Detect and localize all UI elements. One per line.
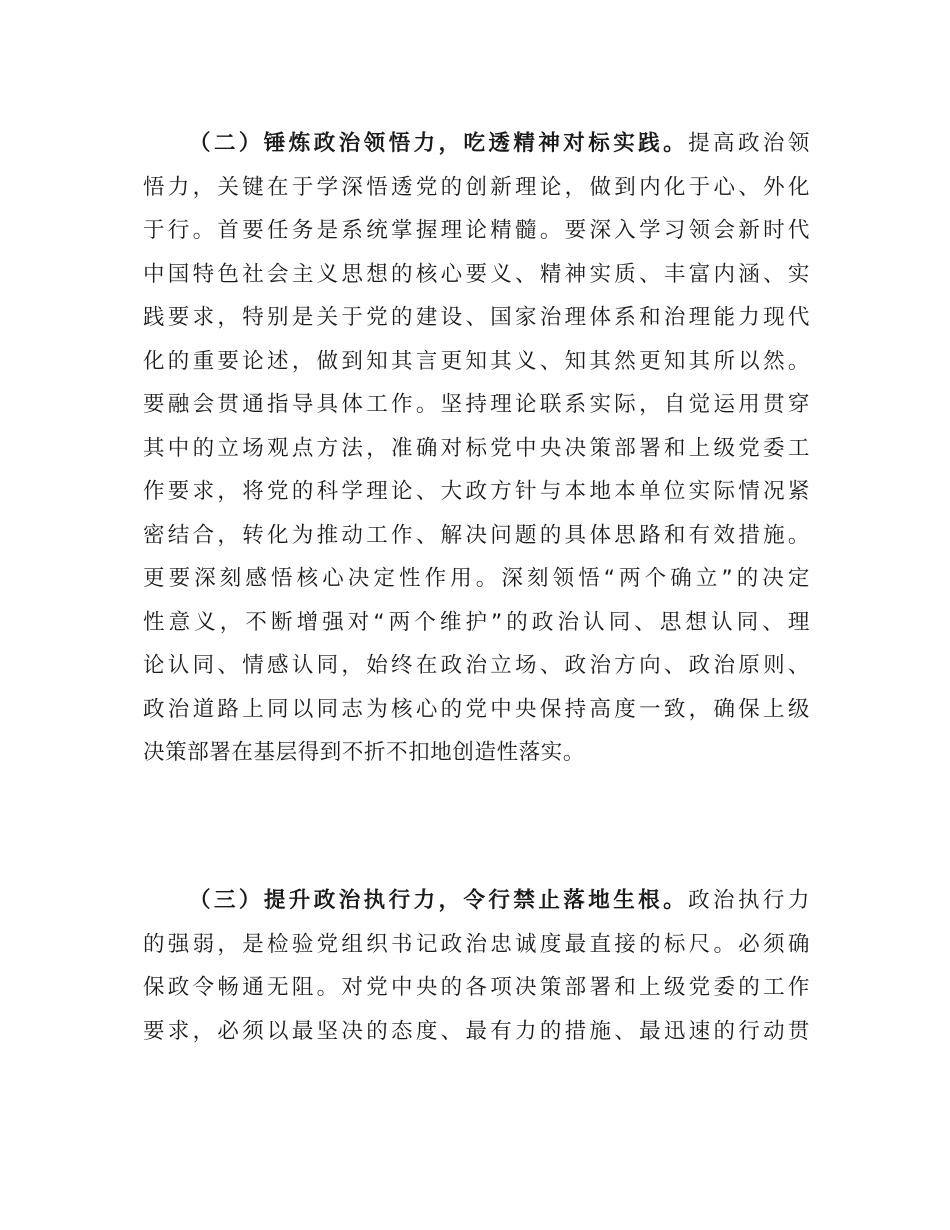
paragraph-line: 的强弱，是检验党组织书记政治忠诚度最直接的标尺。必须确: [143, 931, 810, 957]
paragraph-text: 提高政治领: [688, 131, 810, 156]
paragraph-line: 决策部署在基层得到不折不扣地创造性落实。: [143, 740, 586, 765]
paragraph-line: 要融会贯通指导具体工作。坚持理论联系实际，自觉运用贯穿: [143, 392, 810, 417]
paragraph-section-2: [143, 122, 810, 775]
paragraph-section-3: [143, 879, 810, 1053]
paragraph-line: 密结合，转化为推动工作、解决问题的具体思路和有效措施。: [143, 522, 810, 548]
paragraph-line: 作要求，将党的科学理论、大政方针与本地本单位实际情况紧: [143, 479, 810, 504]
paragraph-text: 政治执行力: [688, 888, 810, 913]
paragraph-first-line: [143, 122, 810, 166]
paragraph-line: 于行。首要任务是系统掌握理论精髓。要深入学习领会新时代: [143, 218, 810, 243]
section-heading: （二）锤炼政治领悟力，吃透精神对标实践。: [189, 131, 689, 156]
paragraph-line: 悟力，关键在于学深悟透党的创新理论，做到内化于心、外化: [143, 174, 810, 200]
paragraph-line: 论认同、情感认同，始终在政治立场、政治方向、政治原则、: [143, 653, 810, 678]
paragraph-line: 更要深刻感悟核心决定性作用。深刻领悟“两个确立”的决定: [143, 566, 810, 591]
paragraph-line: 保政令畅通无阻。对党中央的各项决策部署和上级党委的工作: [143, 975, 810, 1000]
paragraph-first-line: [143, 879, 810, 923]
paragraph-line: 化的重要论述，做到知其言更知其义、知其然更知其所以然。: [143, 348, 810, 374]
paragraph-line: 其中的立场观点方法，准确对标党中央决策部署和上级党委工: [143, 435, 810, 461]
paragraph-line: 政治道路上同以同志为核心的党中央保持高度一致，确保上级: [143, 696, 810, 722]
paragraph-line: 性意义，不断增强对“两个维护”的政治认同、思想认同、理: [143, 609, 810, 635]
section-heading: （三）提升政治执行力，令行禁止落地生根。: [189, 888, 689, 913]
paragraph-line: 践要求，特别是关于党的建设、国家治理体系和治理能力现代: [143, 305, 810, 330]
paragraph-line: 中国特色社会主义思想的核心要义、精神实质、丰富内涵、实: [143, 261, 810, 287]
paragraph-line: 要求，必须以最坚决的态度、最有力的措施、最迅速的行动贯: [143, 1018, 810, 1044]
